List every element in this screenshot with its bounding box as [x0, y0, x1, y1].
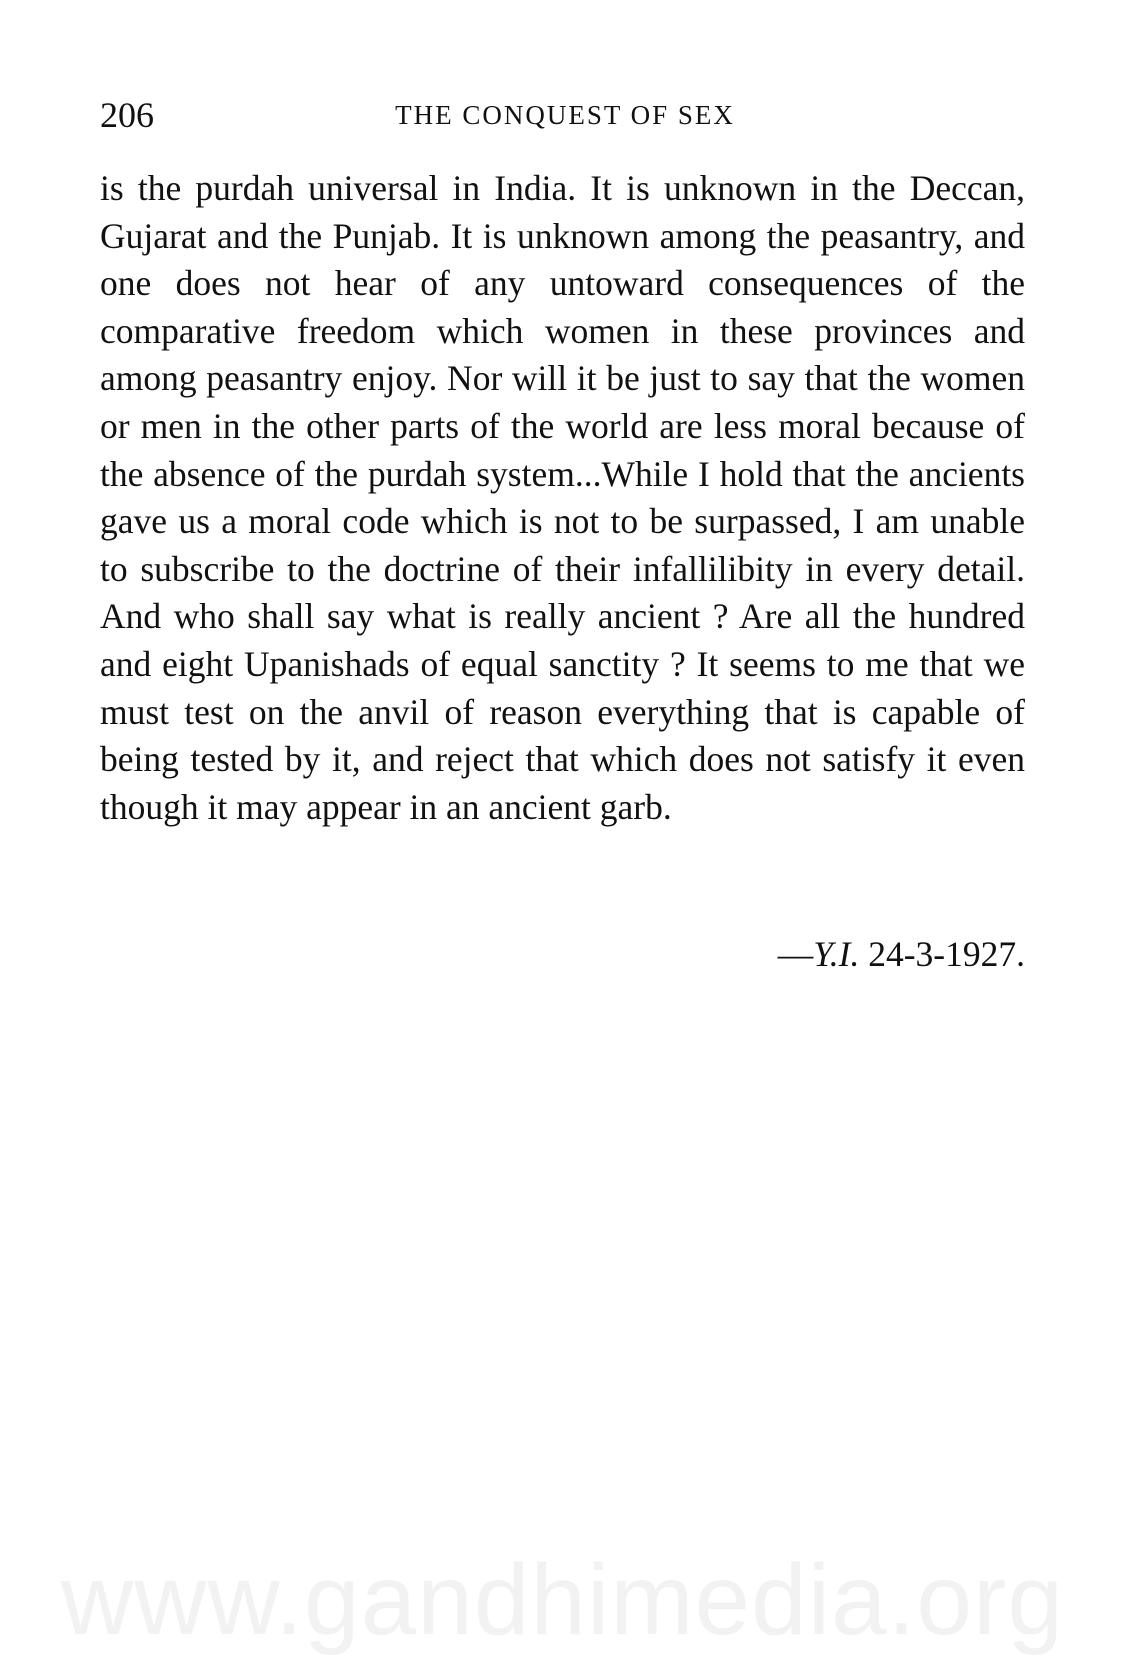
- running-title: THE CONQUEST OF SEX: [395, 100, 735, 130]
- citation: [778, 930, 1025, 978]
- page-header: [100, 90, 1030, 140]
- citation-dash: —: [777, 934, 814, 974]
- citation-source: Y.I.: [813, 934, 860, 974]
- citation-date: 24-3-1927.: [868, 934, 1025, 974]
- body-paragraph: is the purdah universal in India. It is unknown in the Deccan, Gujarat and the Punjab. It is unknown among the peasantry, and one does not hear of any untoward consequences of the comparative freedom which women in these provinces and among peasantry enjoy. Nor will it be just to say that the women or men in the other parts of the world are less moral because of the absence of the purdah system...While I hold that the ancients gave us a moral code which is not to be surpassed, I am unable to subscribe to the doctrine of their infallilibity in every detail. And who shall say what is really ancient ? Are all the hundred and eight Upanishads of equal sanctity ? It seems to me that we must test on the anvil of reason everything that is capable of being tested by it, and reject that which does not satisfy it even though it may appear in an ancient garb.: [100, 168, 1025, 827]
- watermark: www.gandhimedia.org: [61, 1544, 1064, 1656]
- page-number: 206: [100, 95, 154, 135]
